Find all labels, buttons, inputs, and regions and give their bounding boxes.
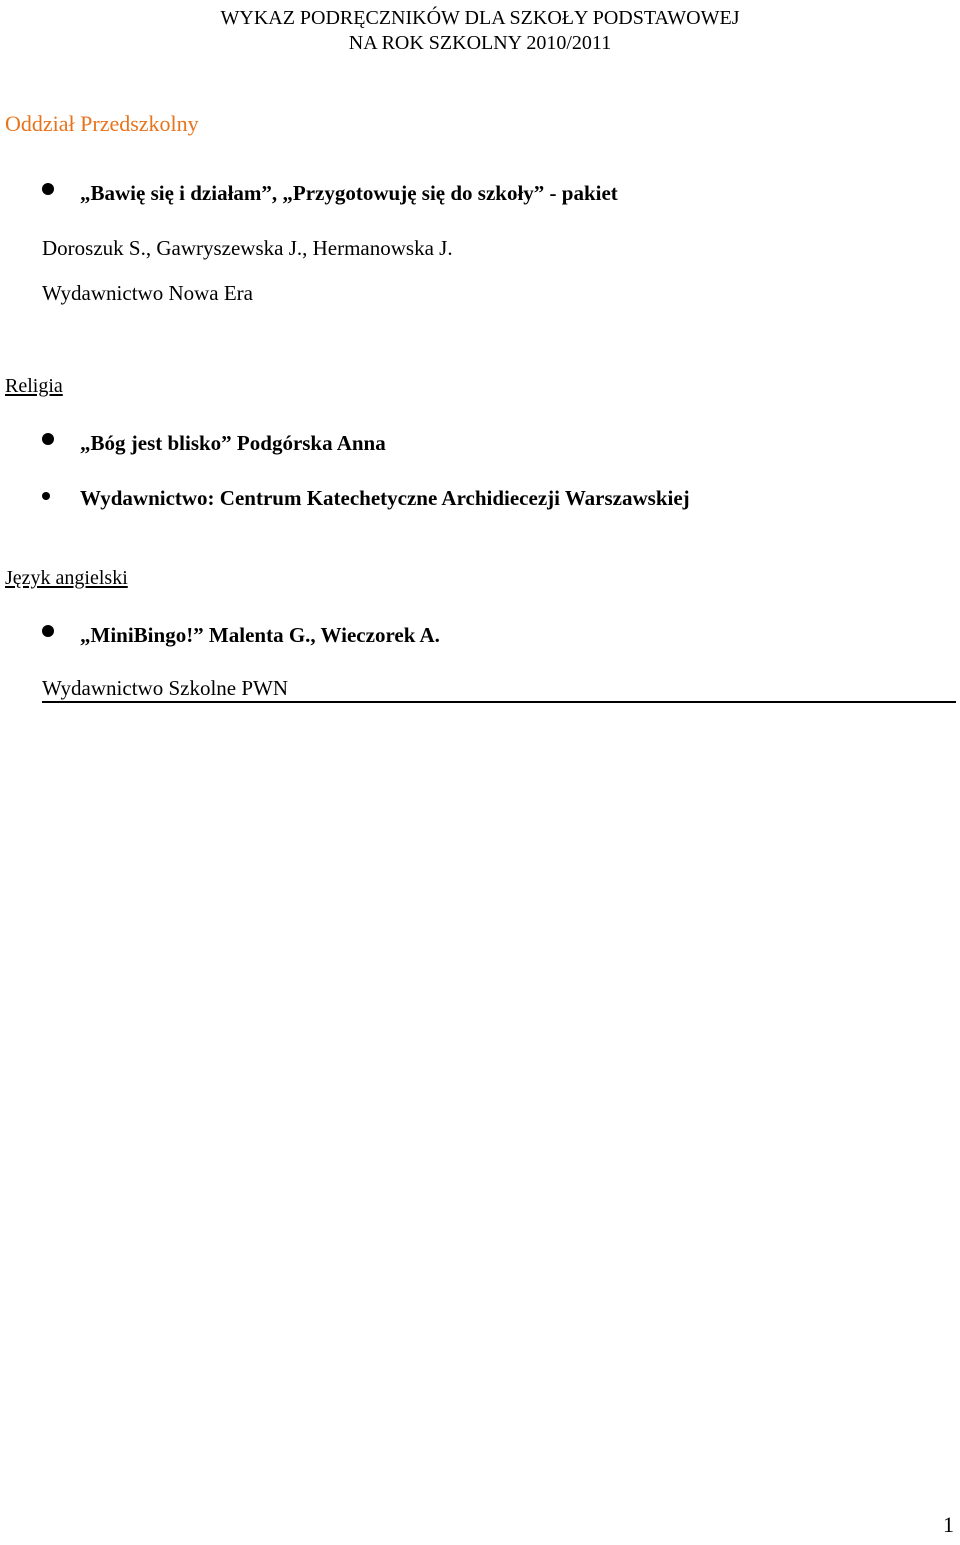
book-title-english: „MiniBingo!” Malenta G., Wieczorek A.: [80, 623, 440, 647]
book-publisher-preschool: Wydawnictwo Nowa Era: [42, 281, 253, 305]
book-authors-preschool: Doroszuk S., Gawryszewska J., Hermanowska J.: [42, 236, 453, 260]
section-heading-religion: Religia: [5, 375, 63, 397]
bullet-icon: [42, 183, 54, 195]
book-publisher-religion: Wydawnictwo: Centrum Katechetyczne Archidiecezji Warszawskiej: [80, 486, 690, 510]
book-title-preschool: „Bawię się i działam”, „Przygotowuję się do szkoły” - pakiet: [80, 181, 618, 205]
horizontal-rule: [42, 701, 956, 703]
page-number: 1: [943, 1512, 954, 1537]
document-title-line-1: WYKAZ PODRĘCZNIKÓW DLA SZKOŁY PODSTAWOWEJ: [220, 7, 740, 29]
bullet-icon: [42, 433, 54, 445]
bullet-icon: [42, 625, 54, 637]
section-heading-english: Język angielski: [5, 567, 128, 589]
section-heading-preschool: Oddział Przedszkolny: [5, 111, 199, 136]
book-publisher-english: Wydawnictwo Szkolne PWN: [42, 676, 289, 700]
book-title-religion: „Bóg jest blisko” Podgórska Anna: [80, 431, 386, 455]
bullet-icon: [42, 492, 50, 500]
document-title-line-2: NA ROK SZKOLNY 2010/2011: [348, 32, 612, 54]
